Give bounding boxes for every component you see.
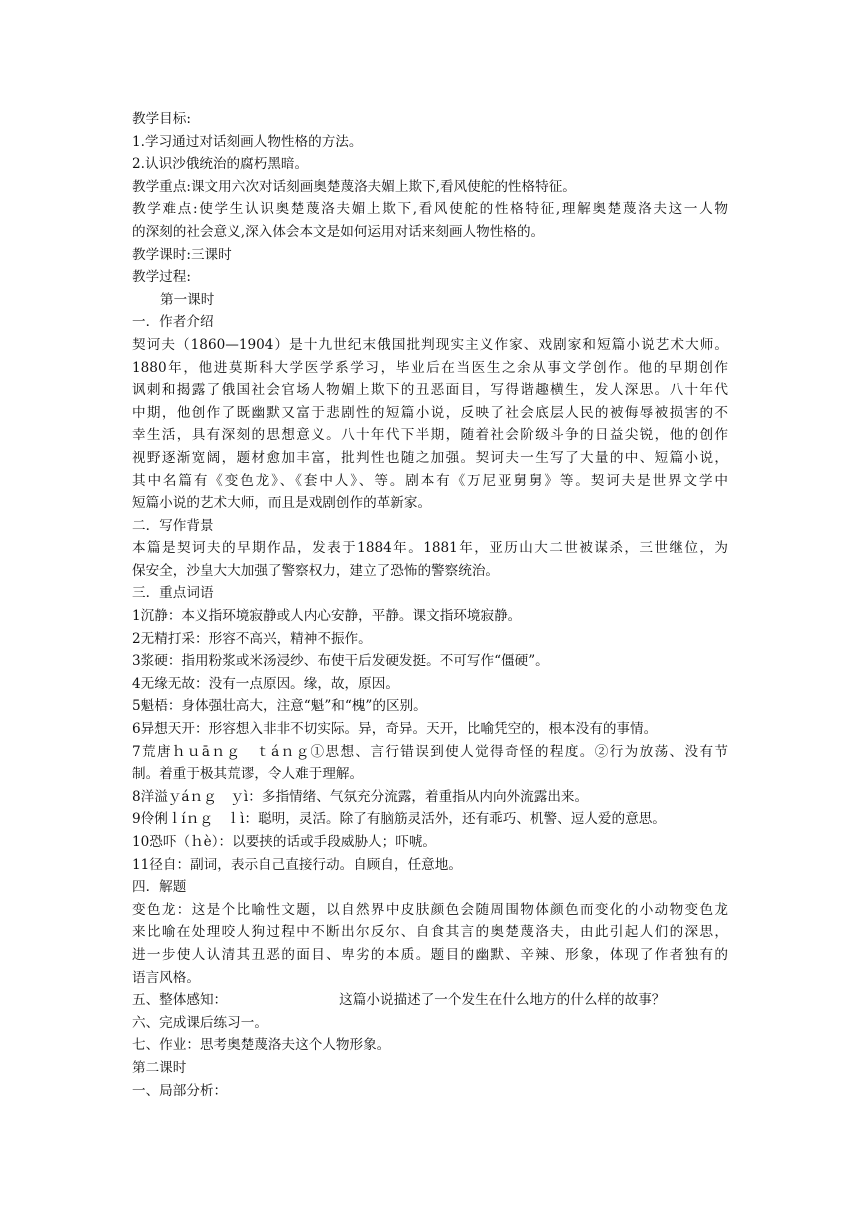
doc-line-8: 教学过程: [132, 269, 191, 286]
doc-line-27: 5魁梧：身体强壮高大，注意“魁”和“槐”的区别。 [132, 698, 427, 715]
doc-line-12: 1880年，他进莫斯科大学医学系学习，毕业后在当医生之余从事文学创作。他的早期创作 [132, 359, 728, 376]
doc-line-29: 7荒唐ｈｕāｎｇ ｔáｎｇ①思想、言行错误到使人觉得奇怪的程度。②行为放荡、没有节 [132, 743, 728, 760]
document-page [132, 108, 728, 1102]
doc-line-24: 2无精打采：形容不高兴，精神不振作。 [132, 630, 372, 647]
doc-line-30: 制。着重于极其荒谬，令人难于理解。 [132, 766, 364, 783]
doc-line-44: 一、局部分析： [132, 1082, 228, 1099]
doc-line-18: 短篇小说的艺术大师，而且是戏剧创作的革新家。 [132, 495, 432, 512]
doc-line-42: 七、作业：思考奥楚蔑洛夫这个人物形象。 [132, 1037, 391, 1054]
doc-line-28: 6异想天开：形容想入非非不切实际。异，奇异。天开，比喻凭空的，根本没有的事情。 [132, 721, 658, 738]
doc-line-40-question: 这篇小说描述了一个发生在什么地方的什么样的故事？ [339, 992, 666, 1009]
doc-line-20: 本篇是契诃夫的早期作品，发表于1884年。1881年，亚历山大二世被谋杀，三世继位，为 [132, 540, 728, 557]
doc-line-33: 10恐吓（ｈè）：以要挟的话或手段威胁人；吓唬。 [132, 834, 437, 850]
doc-line-11: 契诃夫（1860—1904）是十九世纪末俄国批判现实主义作家、戏剧家和短篇小说艺术大师。 [132, 336, 728, 353]
doc-line-40 [132, 989, 728, 1012]
doc-line-35: 四．解题 [132, 879, 187, 896]
doc-line-4: 教学重点:课文用六次对话刻画奥楚蔑洛夫媚上欺下,看风使舵的性格特征。 [132, 178, 576, 195]
doc-line-39: 语言风格。 [132, 969, 200, 986]
doc-line-7: 教学课时:三课时 [132, 246, 232, 263]
doc-line-5: 教学难点:使学生认识奥楚蔑洛夫媚上欺下,看风使舵的性格特征,理解奥楚蔑洛夫这一人物 [132, 201, 728, 218]
doc-line-10: 一．作者介绍 [132, 314, 214, 331]
doc-line-34: 11径自：副词，表示自己直接行动。自顾自，任意地。 [132, 856, 462, 873]
doc-line-13: 讽刺和揭露了俄国社会官场人物媚上欺下的丑恶面目，写得谐趣横生，发人深思。八十年代 [132, 382, 728, 399]
doc-line-26: 4无缘无故：没有一点原因。缘，故，原因。 [132, 675, 399, 692]
doc-line-1: 教学目标: [132, 111, 191, 127]
doc-line-38: 进一步使人认清其丑恶的面目、卑劣的本质。题目的幽默、辛辣、形象，体现了作者独有的 [132, 946, 728, 963]
doc-line-43: 第二课时 [132, 1059, 187, 1076]
doc-line-21: 保安全，沙皇大大加强了警察权力，建立了恐怖的警察统治。 [132, 562, 500, 579]
doc-line-17: 其中名篇有《变色龙》、《套中人》、等。剧本有《万尼亚舅舅》等。契诃夫是世界文学中 [132, 472, 728, 489]
doc-line-16: 视野逐渐宽阔，题材愈加丰富，批判性也随之加强。契诃夫一生写了大量的中、短篇小说， [132, 449, 728, 466]
doc-line-40-heading: 五、整体感知： [132, 992, 228, 1009]
doc-line-15: 幸生活，具有深刻的思想意义。八十年代下半期，随着社会阶级斗争的日益尖锐，他的创作 [132, 427, 728, 444]
doc-line-19: 二．写作背景 [132, 517, 214, 534]
doc-line-23: 1沉静：本义指环境寂静或人内心安静，平静。课文指环境寂静。 [132, 608, 522, 625]
doc-line-22: 三．重点词语 [132, 585, 214, 602]
doc-line-36: 变色龙：这是个比喻性文题，以自然界中皮肤颜色会随周围物体颜色而变化的小动物变色龙 [132, 901, 728, 918]
doc-line-41: 六、完成课后练习一。 [132, 1014, 268, 1031]
doc-line-6: 的深刻的社会意义,深入体会本文是如何运用对话来刻画人物性格的。 [132, 223, 545, 240]
doc-line-32: 9伶俐ｌíｎｇ ｌì：聪明，灵活。除了有脑筋灵活外，还有乖巧、机警、逗人爱的意思。 [132, 811, 666, 828]
doc-line-2: 1.学习通过对话刻画人物性格的方法。 [132, 133, 363, 150]
doc-line-9: 第一课时 [160, 291, 215, 308]
doc-line-31: 8洋溢ｙáｎｇ ｙì：多指情绪、气氛充分流露，着重指从内向外流露出来。 [132, 788, 589, 805]
doc-line-25: 3浆硬：指用粉浆或米汤浸纱、布使干后发硬发挺。不可写作“僵硬”。 [132, 653, 549, 670]
doc-line-3: 2.认识沙俄统治的腐朽黑暗。 [132, 156, 309, 173]
doc-line-37: 来比喻在处理咬人狗过程中不断出尔反尔、自食其言的奥楚蔑洛夫，由此引起人们的深思， [132, 924, 728, 941]
doc-line-14: 中期，他创作了既幽默又富于悲剧性的短篇小说，反映了社会底层人民的被侮辱被损害的不 [132, 404, 728, 421]
